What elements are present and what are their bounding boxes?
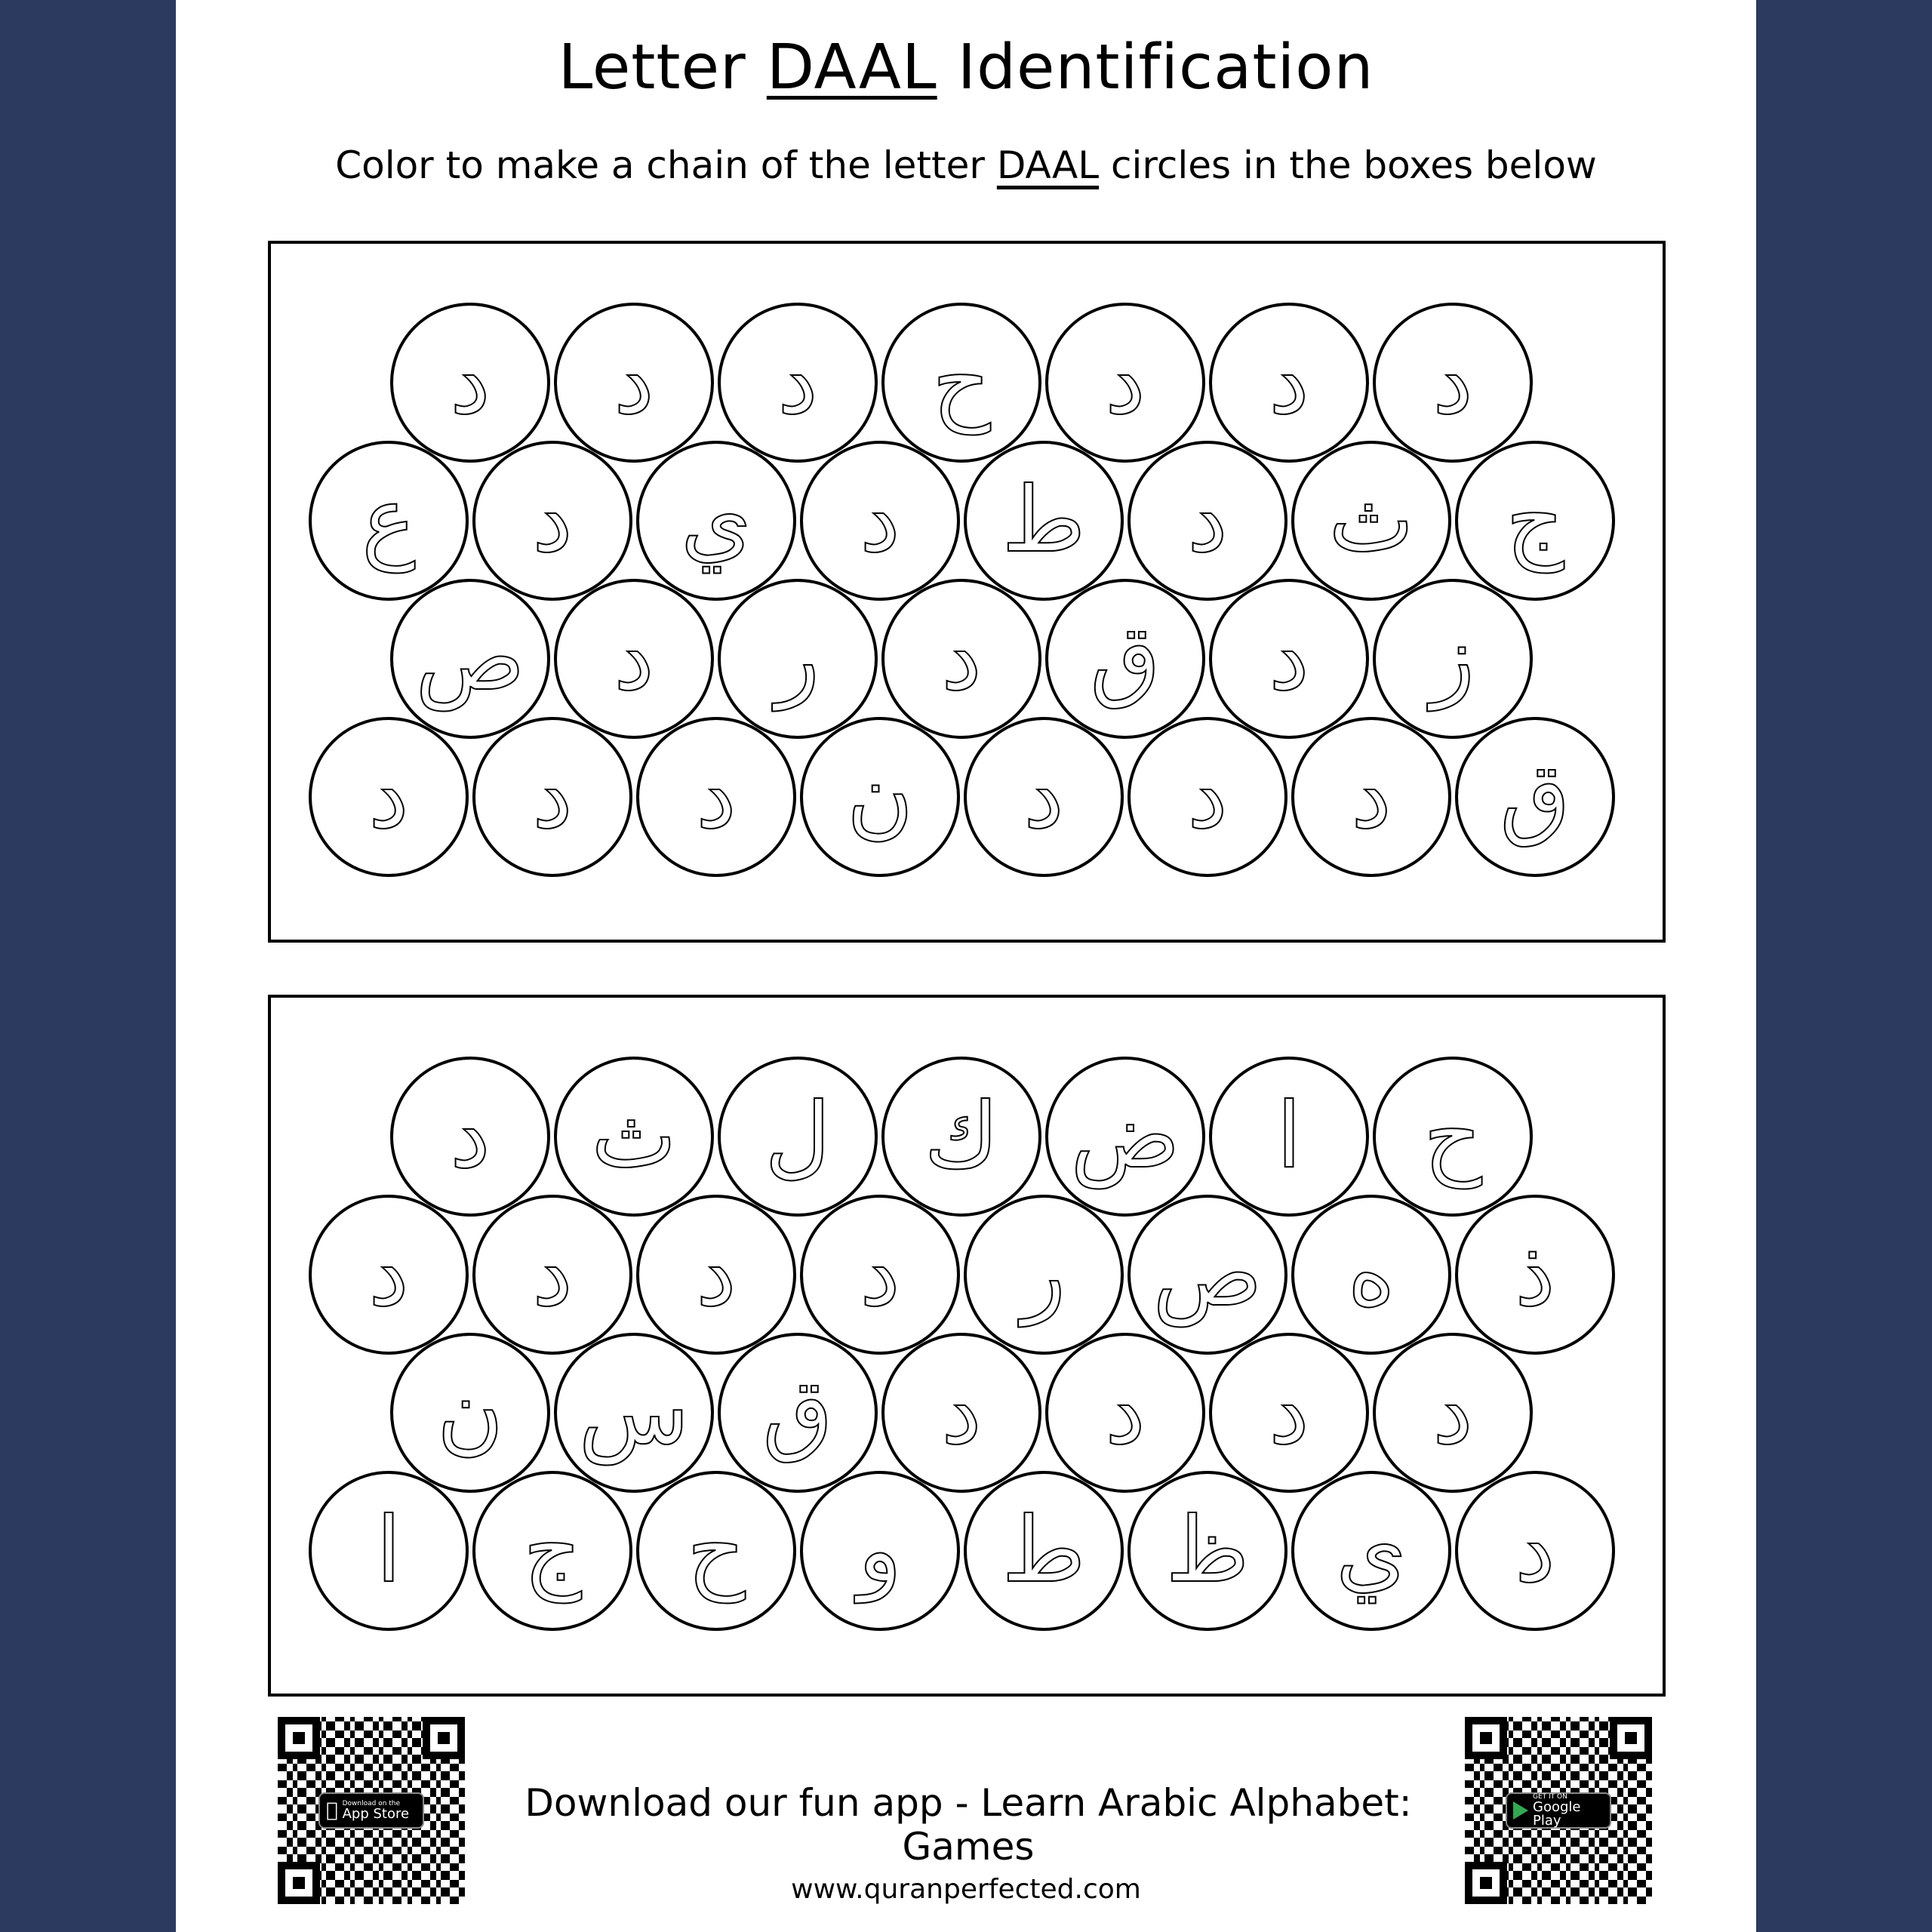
- letter-circle[interactable]: [718, 1333, 878, 1493]
- title-prefix: Letter: [558, 32, 746, 103]
- qr-finder: [1465, 1717, 1507, 1759]
- app-store-badge-small: Download on the: [331, 1799, 389, 1807]
- arabic-letter: د: [696, 744, 737, 849]
- instruction-highlight: DAAL: [996, 143, 1100, 187]
- arabic-letter: ا: [1276, 1084, 1302, 1189]
- letter-circle[interactable]: [964, 1471, 1124, 1631]
- letter-circle[interactable]: [881, 1333, 1041, 1493]
- arabic-letter: ج: [523, 1498, 582, 1603]
- arabic-letter: د: [941, 606, 982, 711]
- letter-circle[interactable]: [1209, 579, 1369, 739]
- arabic-letter: ج: [1506, 468, 1564, 573]
- google-play-icon: [1513, 1801, 1528, 1820]
- arabic-letter: ذ: [1515, 1222, 1555, 1327]
- arabic-letter: د: [1515, 1498, 1555, 1603]
- letter-circle[interactable]: [1291, 1471, 1451, 1631]
- google-play-badge[interactable]: [1506, 1792, 1611, 1829]
- google-play-badge-small: GET IT ON: [1533, 1792, 1567, 1801]
- letter-circle[interactable]: [309, 1195, 469, 1355]
- letter-box-2: [268, 995, 1666, 1697]
- letter-circle[interactable]: [309, 717, 469, 877]
- arabic-letter: ق: [1500, 744, 1571, 849]
- letter-circle[interactable]: [1455, 1471, 1615, 1631]
- letter-circle[interactable]: [1291, 1195, 1451, 1355]
- arabic-letter: د: [1269, 606, 1309, 711]
- arabic-letter: د: [614, 330, 654, 435]
- letter-circle[interactable]: [964, 717, 1124, 877]
- letter-circle[interactable]: [800, 1195, 960, 1355]
- arabic-letter: د: [532, 1222, 573, 1327]
- letter-box-1: [268, 241, 1666, 943]
- letter-circle[interactable]: [636, 1195, 796, 1355]
- arabic-letter: د: [614, 606, 654, 711]
- letter-circle[interactable]: [1128, 717, 1287, 877]
- letter-circle[interactable]: [1045, 303, 1205, 463]
- letter-circle[interactable]: [472, 1195, 632, 1355]
- letter-circle[interactable]: [1209, 1333, 1369, 1493]
- letter-circle[interactable]: [636, 1471, 796, 1631]
- page-title: [176, 32, 1756, 103]
- arabic-letter: د: [1269, 330, 1309, 435]
- arabic-letter: د: [1351, 744, 1392, 849]
- arabic-letter: د: [1105, 330, 1146, 435]
- google-play-badge-label: Google Play: [1533, 1798, 1581, 1829]
- arabic-letter: ط: [1001, 1498, 1086, 1603]
- letter-circle[interactable]: [554, 579, 714, 739]
- arabic-letter: د: [696, 1222, 737, 1327]
- arabic-letter: ص: [1152, 1222, 1263, 1327]
- letter-circle[interactable]: [1291, 717, 1451, 877]
- arabic-letter: ط: [1001, 468, 1086, 573]
- letter-circle[interactable]: [309, 1471, 469, 1631]
- arabic-letter: ل: [764, 1084, 831, 1189]
- letter-circle[interactable]: [1045, 1057, 1205, 1217]
- instructions: [176, 143, 1756, 187]
- arabic-letter: د: [860, 468, 900, 573]
- arabic-letter: ي: [681, 468, 752, 573]
- arabic-letter: ح: [687, 1498, 746, 1603]
- letter-circle[interactable]: [1045, 579, 1205, 739]
- letter-circle[interactable]: [1291, 441, 1451, 601]
- letter-circle[interactable]: [390, 1333, 550, 1493]
- letter-circle[interactable]: [472, 1471, 632, 1631]
- letter-circle[interactable]: [1128, 441, 1287, 601]
- letter-circle[interactable]: [1209, 1057, 1369, 1217]
- arabic-letter: د: [368, 1222, 409, 1327]
- arabic-letter: د: [1432, 1360, 1473, 1465]
- arabic-letter: ث: [591, 1084, 677, 1189]
- letter-circle[interactable]: [1373, 1333, 1533, 1493]
- arabic-letter: ق: [1090, 606, 1161, 711]
- letter-circle[interactable]: [718, 579, 878, 739]
- qr-finder: [423, 1717, 465, 1759]
- letter-circle[interactable]: [881, 579, 1041, 739]
- letter-circle[interactable]: [554, 1333, 714, 1493]
- arabic-letter: د: [1432, 330, 1473, 435]
- arabic-letter: ر: [776, 606, 820, 711]
- letter-circle[interactable]: [964, 1195, 1124, 1355]
- arabic-letter: ق: [762, 1360, 833, 1465]
- qr-finder: [1610, 1717, 1652, 1759]
- letter-circle[interactable]: [554, 303, 714, 463]
- arabic-letter: د: [450, 330, 491, 435]
- letter-circle[interactable]: [1128, 1195, 1287, 1355]
- worksheet-page: [176, 0, 1756, 1932]
- arabic-letter: ي: [1336, 1498, 1407, 1603]
- arabic-letter: ر: [1022, 1222, 1066, 1327]
- letter-circle[interactable]: [309, 441, 469, 601]
- letter-circle[interactable]: [390, 579, 550, 739]
- arabic-letter: د: [450, 1084, 491, 1189]
- instruction-prefix: Color to make a chain of the letter: [335, 143, 985, 187]
- letter-circle[interactable]: [390, 1057, 550, 1217]
- letter-circle[interactable]: [1373, 1057, 1533, 1217]
- letter-circle[interactable]: [1128, 1471, 1287, 1631]
- instruction-suffix: circles in the boxes below: [1111, 143, 1597, 187]
- letter-circle[interactable]: [1373, 303, 1533, 463]
- letter-circle[interactable]: [881, 303, 1041, 463]
- letter-circle[interactable]: [881, 1057, 1041, 1217]
- arabic-letter: د: [1105, 1360, 1146, 1465]
- letter-circle[interactable]: [1455, 717, 1615, 877]
- letter-circle[interactable]: [1373, 579, 1533, 739]
- arabic-letter: د: [941, 1360, 982, 1465]
- arabic-letter: ن: [436, 1360, 504, 1465]
- promo-text: Download our fun app - Learn Arabic Alphabet: Games: [525, 1781, 1412, 1869]
- letter-circle[interactable]: [718, 303, 878, 463]
- arabic-letter: د: [777, 330, 818, 435]
- letter-circle[interactable]: [1045, 1333, 1205, 1493]
- letter-circle[interactable]: [1455, 1195, 1615, 1355]
- letter-circle[interactable]: [636, 441, 796, 601]
- arabic-letter: د: [860, 1222, 900, 1327]
- website-url[interactable]: www.quranperfected.com: [791, 1874, 1141, 1905]
- arabic-letter: ع: [361, 468, 416, 573]
- letter-circle[interactable]: [554, 1057, 714, 1217]
- arabic-letter: د: [368, 744, 409, 849]
- arabic-letter: ص: [415, 606, 525, 711]
- letter-circle[interactable]: [636, 717, 796, 877]
- arabic-letter: د: [532, 744, 573, 849]
- qr-finder: [278, 1717, 320, 1759]
- arabic-letter: ز: [1431, 606, 1475, 711]
- arabic-letter: س: [578, 1360, 690, 1465]
- letter-circle[interactable]: [800, 441, 960, 601]
- title-highlight: DAAL: [766, 32, 937, 103]
- arabic-letter: ه: [1347, 1222, 1395, 1327]
- arabic-letter: ث: [1328, 468, 1414, 573]
- arabic-letter: د: [1187, 468, 1228, 573]
- letter-circle[interactable]: [800, 717, 960, 877]
- arabic-letter: ض: [1070, 1084, 1180, 1189]
- letter-circle[interactable]: [800, 1471, 960, 1631]
- arabic-letter: د: [1187, 744, 1228, 849]
- arabic-letter: د: [1023, 744, 1064, 849]
- arabic-letter: و: [858, 1498, 902, 1603]
- letter-circle[interactable]: [472, 717, 632, 877]
- letter-circle[interactable]: [964, 441, 1124, 601]
- arabic-letter: ك: [924, 1084, 999, 1189]
- title-suffix: Identification: [957, 32, 1374, 103]
- letter-circle[interactable]: [718, 1057, 878, 1217]
- letter-circle[interactable]: [1455, 441, 1615, 601]
- letter-circle[interactable]: [1209, 303, 1369, 463]
- arabic-letter: د: [1269, 1360, 1309, 1465]
- arabic-letter: ا: [376, 1498, 401, 1603]
- letter-circle[interactable]: [390, 303, 550, 463]
- arabic-letter: ظ: [1165, 1498, 1250, 1603]
- arabic-letter: ح: [1423, 1084, 1482, 1189]
- arabic-letter: ن: [846, 744, 914, 849]
- app-store-badge[interactable]: [318, 1792, 424, 1829]
- apple-icon: [326, 1801, 338, 1820]
- arabic-letter: ح: [932, 330, 991, 435]
- app-store-badge-label: App Store: [331, 1805, 398, 1822]
- arabic-letter: د: [532, 468, 573, 573]
- letter-circle[interactable]: [472, 441, 632, 601]
